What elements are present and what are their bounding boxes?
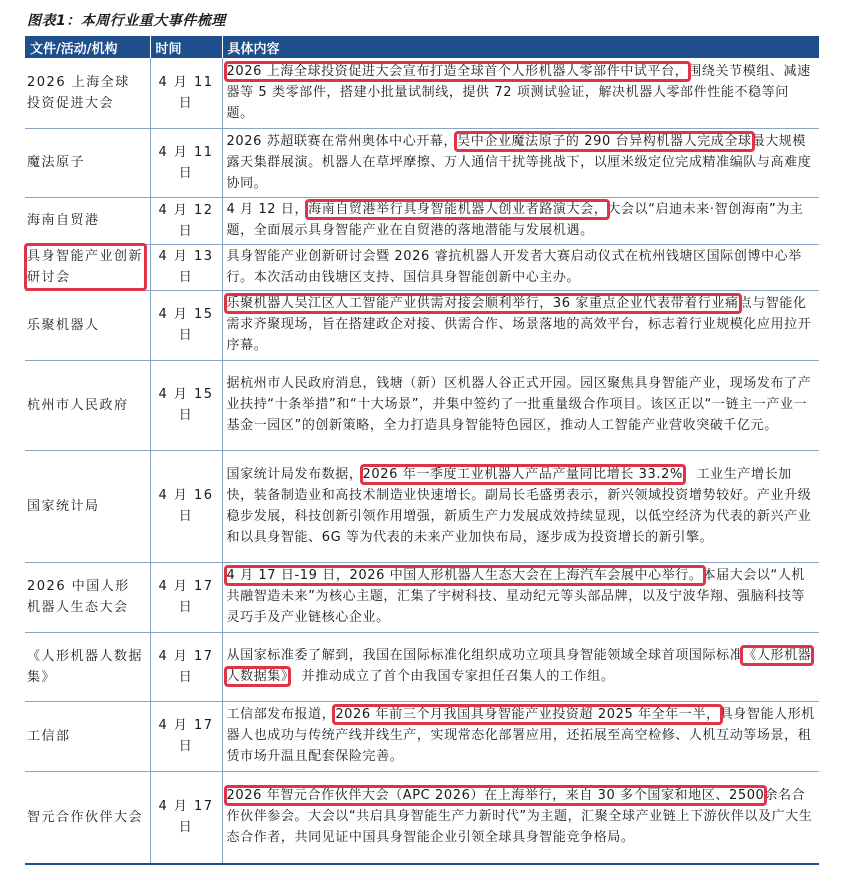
event-cell <box>25 562 150 632</box>
table-row <box>25 58 819 128</box>
highlighted-text: 2026 年一季度工业机器人产品产量同比增长 33.2% <box>362 466 683 482</box>
event-cell <box>25 632 150 701</box>
highlighted-text: 2026 年智元合作伙伴大会（APC 2026）在上海举行，来自 30 多个国家和地区、2500 <box>226 788 765 804</box>
date-cell: 4 月 12 日 <box>150 197 222 244</box>
content-cell <box>222 244 819 290</box>
event-name: 智元合作伙伴大会 <box>27 809 144 825</box>
content-text: ，工业生产增长加快，装备制造业和高技术制造业快速增长。副局长毛盛勇表示，新兴领域投资增势较好。产业升级稳步发展，科技创新引领作用增强，新质生产力发展成效持续显现，以低空经济为代表的新兴产业和以具身智能、6G 等为代表的未来产业加快布局，逐步成为投资增长的新引擎。 <box>226 466 812 545</box>
content-text: 国家统计局发布数据， <box>226 466 363 482</box>
content-cell <box>222 197 819 244</box>
content-cell <box>222 128 819 197</box>
date-cell: 4 月 16 日 <box>150 450 222 562</box>
event-cell <box>25 701 150 771</box>
event-name: 杭州市人民政府 <box>27 397 129 413</box>
date-cell: 4 月 15 日 <box>150 360 222 450</box>
content-cell <box>222 450 819 562</box>
content-text: 围绕关节模组、减速器等 5 类零部件，搭建小批量试制线，提供 72 项测试验证，解决机器人零部件性能不稳等问题。 <box>226 63 811 121</box>
event-cell <box>25 450 150 562</box>
event-name: 具身智能产业创新研讨会 <box>27 246 144 288</box>
content-text: 具身智能产业创新研讨会暨 2026 睿抗机器人开发者大赛启动仪式在杭州钱塘区国际创博中心举行。本次活动由钱塘区支持、国信具身智能创新中心主办。 <box>226 248 802 285</box>
event-cell <box>25 360 150 450</box>
content-text: ，并推动成立了首个由我国专家担任召集人的工作组。 <box>288 669 615 684</box>
event-name: 《人形机器人数据集》 <box>27 648 144 685</box>
event-name: 国家统计局 <box>27 498 100 514</box>
event-cell <box>25 197 150 244</box>
figure-title: 图表1：本周行业重大事件梳理 <box>27 13 226 29</box>
table-header <box>25 36 819 58</box>
date-cell: 4 月 11 日 <box>150 128 222 197</box>
table-row <box>25 290 819 360</box>
content-text: 大会以“启迪未来·智创海南”为主题，全面展示具身智能产业在自贸港的落地潜能与发展机遇。 <box>226 202 804 238</box>
content-cell <box>222 771 819 864</box>
content-cell <box>222 562 819 632</box>
content-text: 据杭州市人民政府消息，钱塘（新）区机器人谷正式开园。园区聚焦具身智能产业，现场发布了产业扶持“十条举措”和“十大场景”，并集中签约了一批重量级合作项目。该区正以“一链主一产业一基金一园区”的创新策略，全力打造具身智能特色园区，推动人工智能产业营收突破千亿元。 <box>226 376 812 433</box>
table-row <box>25 701 819 771</box>
event-cell <box>25 290 150 360</box>
events-table <box>25 36 819 865</box>
event-name: 海南自贸港 <box>27 213 100 228</box>
content-cell <box>222 360 819 450</box>
content-text: 4 月 12 日， <box>226 202 309 217</box>
highlighted-text: 海南自贸港举行具身智能机器人创业者路演大会， <box>308 202 608 217</box>
content-cell <box>222 290 819 360</box>
content-cell <box>222 701 819 771</box>
event-name: 2026 中国人形机器人生态大会 <box>27 579 130 615</box>
event-name: 乐聚机器人 <box>27 317 100 333</box>
header-event: 文件/活动/机构 <box>25 36 150 58</box>
table-row <box>25 562 819 632</box>
date-cell: 4 月 17 日 <box>150 771 222 864</box>
table-row <box>25 450 819 562</box>
content-text: 工信部发布报道， <box>226 707 336 722</box>
table-row <box>25 197 819 244</box>
highlighted-text: 乐聚机器人吴江区人工智能产业供需对接会顺利举行，36 家重点企业代表带着行业痛 <box>226 296 739 311</box>
date-cell: 4 月 13 日 <box>150 244 222 290</box>
event-cell <box>25 771 150 864</box>
table-row <box>25 632 819 701</box>
event-cell <box>25 58 150 128</box>
highlighted-text: 吴中企业魔法原子的 290 台异构机器人完成全球 <box>457 133 752 149</box>
date-cell: 4 月 15 日 <box>150 290 222 360</box>
table-row <box>25 771 819 864</box>
highlighted-text: 2026 上海全球投资促进大会宣布打造全球首个人形机器人零部件中试平台， <box>226 63 689 79</box>
content-cell <box>222 58 819 128</box>
event-name: 魔法原子 <box>27 155 86 170</box>
highlighted-text: 2026 年前三个月我国具身智能产业投资超 2025 年全年一半， <box>335 707 720 722</box>
content-text: 本届大会以“人机共融智造未来”为核心主题，汇集了宇树科技、星动纪元等头部品牌，以及宁波华翔、强脑科技等灵巧手及产业链核心企业。 <box>226 568 806 625</box>
content-text: 余名合作伙伴参会。大会以“共启具身智能生产力新时代”为主题，汇聚全球产业链上下游伙伴以及广大生态合作者，共同见证中国具身智能企业引领全球具身智能竞争格局。 <box>226 788 813 846</box>
event-name: 工信部 <box>27 728 71 744</box>
content-text: 最大规模露天集群展演。机器人在草坪摩擦、万人通信干扰等挑战下，以厘米级定位完成精准编队与高难度协同。 <box>226 133 812 191</box>
content-cell <box>222 632 819 701</box>
event-name: 2026 上海全球投资促进大会 <box>27 74 130 111</box>
header-date: 时间 <box>150 36 222 58</box>
table-row <box>25 244 819 290</box>
table-row <box>25 360 819 450</box>
date-cell: 4 月 17 日 <box>150 701 222 771</box>
highlighted-text: 《人形机器人数据集》 <box>226 648 812 684</box>
date-cell: 4 月 17 日 <box>150 632 222 701</box>
content-text: 点与智能化需求齐聚现场，旨在搭建政企对接、供需合作、场景落地的高效平台，标志着行业规模化应用拉开序幕。 <box>226 296 812 353</box>
header-content: 具体内容 <box>222 36 819 58</box>
date-cell: 4 月 11 日 <box>150 58 222 128</box>
content-text: 具身智能人形机器人也成功与传统产线并线生产，实现常态化部署应用，还拓展至高空检修、人机互动等场景，租赁市场升温且配套保险完善。 <box>226 707 815 764</box>
highlighted-text: 4 月 17 日-19 日，2026 中国人形机器人生态大会在上海汽车会展中心举行。 <box>226 568 703 583</box>
table-row <box>25 128 819 197</box>
content-text: 从国家标准委了解到，我国在国际标准化组织成功立项具身智能领域全球首项国际标准 <box>226 648 744 663</box>
event-cell <box>25 128 150 197</box>
date-cell: 4 月 17 日 <box>150 562 222 632</box>
content-text: 2026 苏超联赛在常州奥体中心开幕， <box>226 133 458 149</box>
event-cell <box>25 244 150 290</box>
